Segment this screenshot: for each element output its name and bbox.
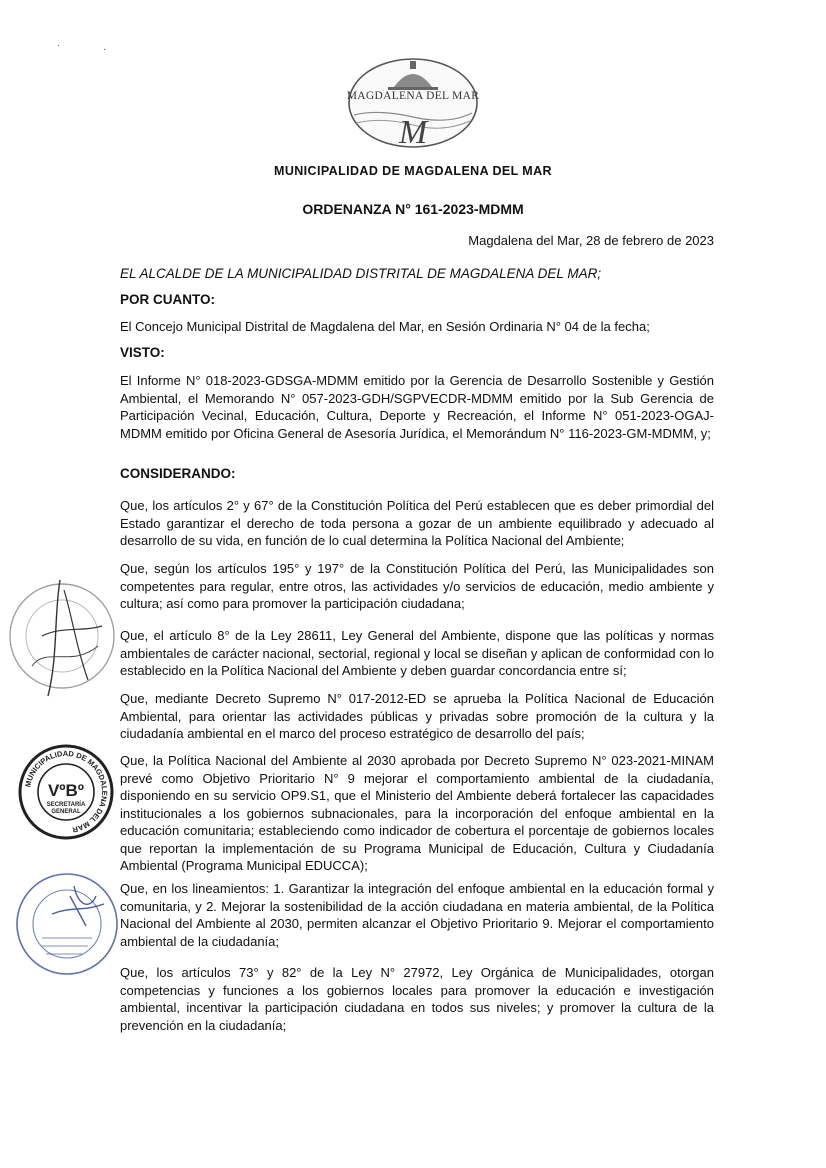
svg-text:M: M [398, 114, 428, 151]
gerencia-stamp [12, 866, 122, 991]
paragraph-considerando-1: Que, los artículos 2° y 67° de la Constitución Política del Perú establecen que es deber primordial del Estado garantizar el derecho de toda persona a gozar de un ambiente equilibrado y adecuado al desarrollo de su vida, en función de lo cual determina la Política Nacional del Ambiente; [120, 498, 714, 548]
heading-por-cuanto: POR CUANTO: [120, 292, 216, 307]
logo-emblem-icon [338, 57, 488, 157]
heading-visto: VISTO: [120, 345, 165, 360]
paragraph-considerando-3: Que, el artículo 8° de la Ley 28611, Ley General del Ambiente, dispone que las políticas y normas ambientales de carácter nacional, sectorial, regional y local se diseñan y aplican de conformidad con lo establecido en la Política Nacional del Ambiente y deben guardar concordancia entre sí; [120, 628, 714, 678]
alcalde-line: EL ALCALDE DE LA MUNICIPALIDAD DISTRITAL DE MAGDALENA DEL MAR; [120, 266, 602, 281]
paragraph-considerando-4: Que, mediante Decreto Supremo N° 017-2012-ED se aprueba la Política Nacional de Educación Ambiental, para orientar las actividades públicas y privadas sobre promoción de la cultura y la ciudadanía ambiental en el marco del proceso estratégico de desarrollo del país; [120, 691, 714, 741]
paragraph-concejo: El Concejo Municipal Distrital de Magdalena del Mar, en Sesión Ordinaria N° 04 de la fecha; [120, 319, 650, 334]
logo-text: MAGDALENA DEL MAR [346, 90, 480, 102]
gerencia-seal-icon [12, 866, 122, 986]
paragraph-considerando-7: Que, los artículos 73° y 82° de la Ley N° 27972, Ley Orgánica de Municipalidades, otorgan competencias y funciones a los gobiernos locales para promover la educación e investigación ambiental, incentivar la participación ciudadana en todos sus niveles; y promover la cultura de la prevención en la ciudadanía; [120, 965, 714, 1033]
svg-text:MUNICIPALIDAD DE MAGDALENA DEL: MUNICIPALIDAD DE MAGDALENA DEL MAR [23, 748, 110, 835]
paragraph-considerando-6: Que, en los lineamientos: 1. Garantizar la integración del enfoque ambiental en la educación formal y comunitaria, y 2. Mejorar la sostenibilidad de la acción ciudadana en materia ambiental, de la Política Nacional del Ambiente al 2030, permiten alcanzar el Objetivo Prioritario 9. Mejorar el comportamiento ambiental de la ciudadanía; [120, 881, 714, 949]
paragraph-visto: El Informe N° 018-2023-GDSGA-MDMM emitido por la Gerencia de Desarrollo Sostenible y Gestión Ambiental, el Memorando N° 057-2023-GDH/SGPVECDR-MDMM emitido por la Sub Gerencia de Participación Vecinal, Educación, Cultura, Deporte y Recreación, el Informe N° 051-2023-OGAJ-MDMM emitido por Oficina General de Asesoría Jurídica, el Memorándum N° 116-2023-GM-MDMM, y; [120, 373, 714, 441]
svg-text:VºBº: VºBº [47, 781, 85, 800]
paragraph-considerando-5: Que, la Política Nacional del Ambiente al 2030 aprobada por Decreto Supremo N° 023-2021-MINAM prevé como Objetivo Prioritario N° 9 mejorar el comportamiento ambiental de la ciudadanía, disponiendo en su servicio OP9.S1, que el Ministerio del Ambiente deberá fortalecer las capacidades institucionales a los gobiernos subnacionales, para la incorporación del enfoque ambiental en la educación comunitaria; estableciendo como indicador de cobertura el porcentaje de gobiernos locales que reportan la implementación de su Programa Municipal de Educación, Cultura y Ciudadanía Ambiental (Programa Municipal EDUCCA); [120, 753, 714, 873]
municipality-title: MUNICIPALIDAD DE MAGDALENA DEL MAR [274, 164, 552, 178]
vobo-stamp [16, 742, 116, 847]
ordinance-number: ORDENANZA N° 161-2023-MDMM [302, 201, 524, 217]
svg-text:GENERAL: GENERAL [51, 809, 81, 815]
scan-speck: · [57, 40, 61, 51]
svg-text:SECRETARÍA: SECRETARÍA [46, 802, 86, 808]
municipality-logo [338, 57, 488, 157]
paragraph-considerando-2: Que, según los artículos 195° y 197° de la Constitución Política del Perú, las Municipalidades son competentes para regular, entre otros, las actividades y/o servicios de educación, medio ambiente y cultura; así como para promover la participación ciudadana; [120, 561, 714, 611]
scan-speck: · [103, 44, 107, 55]
seal-icon [2, 576, 128, 702]
document-date: Magdalena del Mar, 28 de febrero de 2023 [468, 233, 714, 248]
signature-stamp-top [2, 576, 128, 707]
heading-considerando: CONSIDERANDO: [120, 466, 236, 481]
vobo-seal-icon [16, 742, 116, 842]
